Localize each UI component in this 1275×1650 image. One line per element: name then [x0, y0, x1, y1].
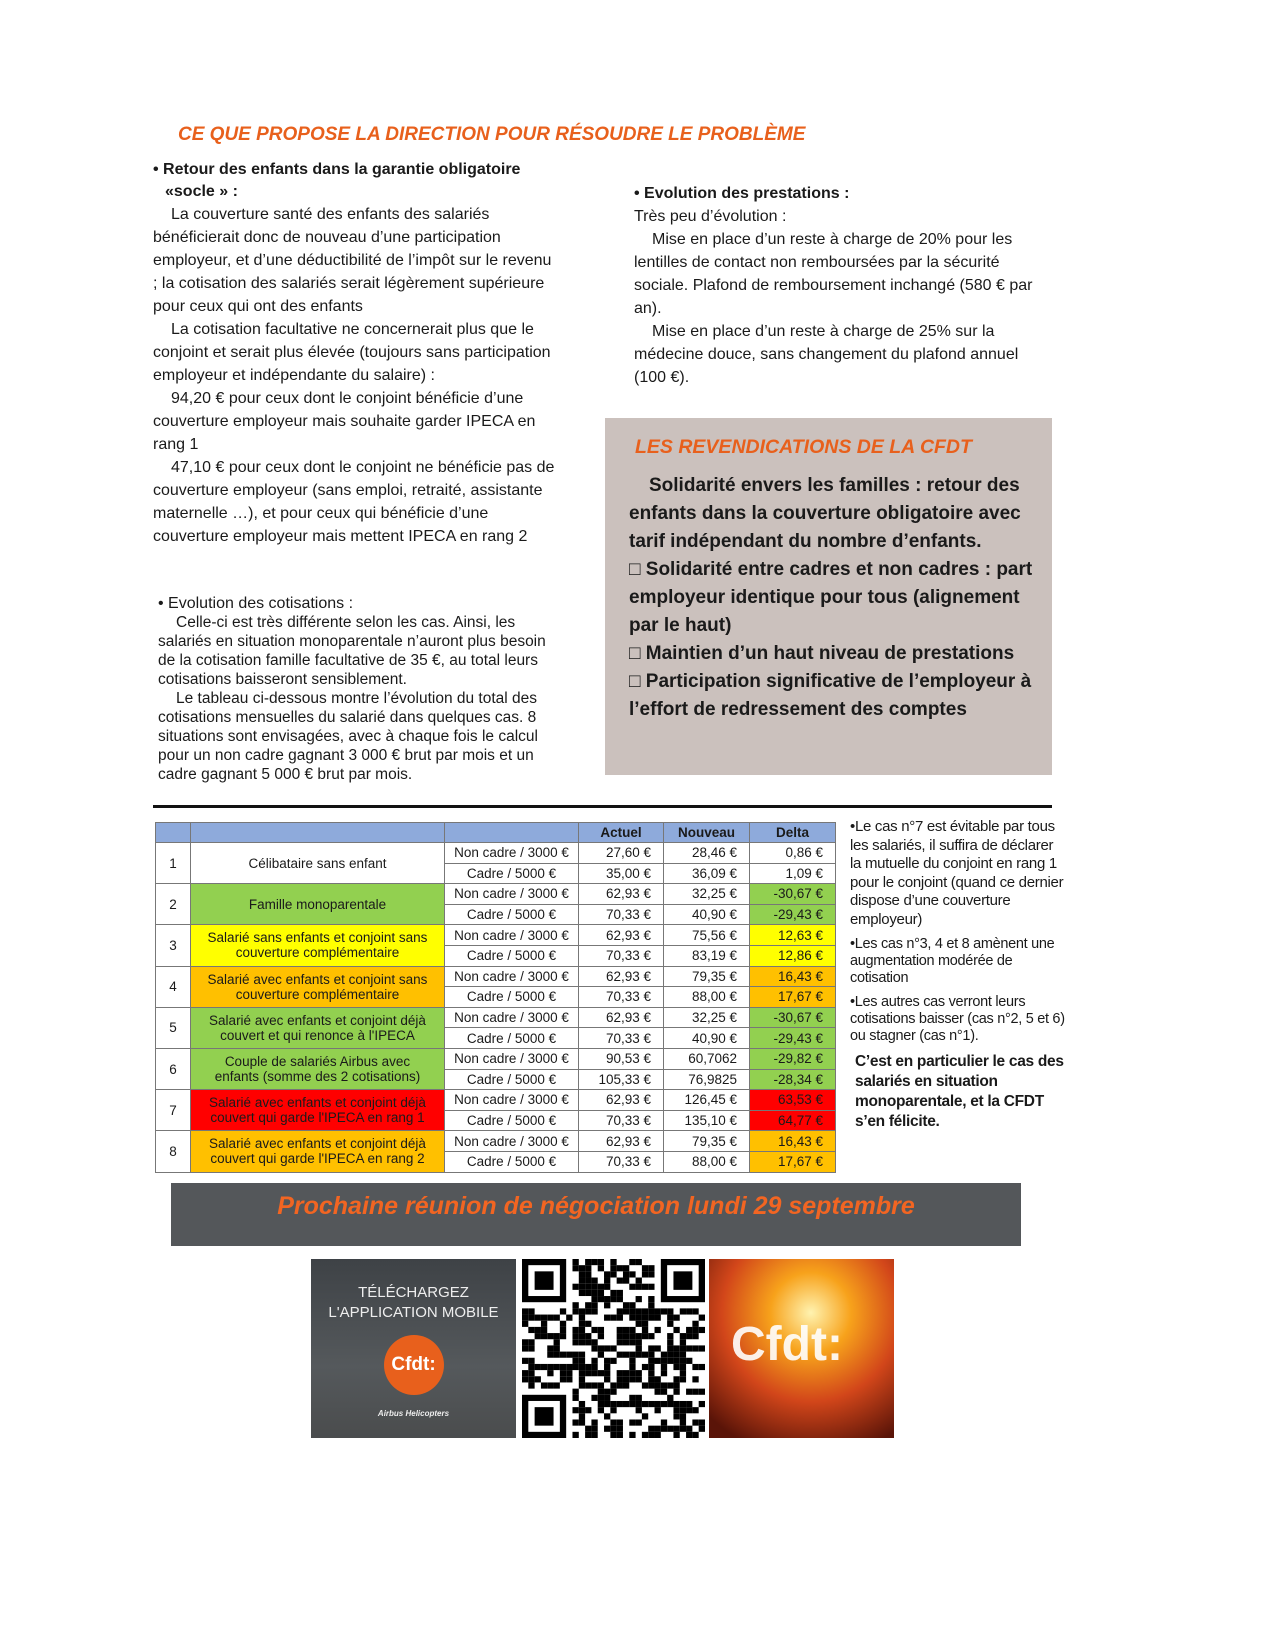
cell-delta: 12,63 €: [750, 925, 836, 946]
case-number: 3: [156, 925, 191, 966]
app-download-promo[interactable]: [311, 1259, 516, 1438]
cell-delta: 0,86 €: [750, 843, 836, 864]
case-label: [191, 1048, 445, 1089]
table-row: [156, 1007, 836, 1028]
heading-cotisations: • Evolution des cotisations :: [158, 595, 354, 612]
cell-category: Cadre / 5000 €: [445, 1151, 579, 1172]
note: •Les cas n°3, 4 et 8 amènent une augmentation modérée de cotisation: [850, 936, 1055, 986]
divider: [153, 805, 1052, 808]
case-label: [191, 884, 445, 925]
case-number: 6: [156, 1048, 191, 1089]
cell-actuel: 70,33 €: [579, 1028, 664, 1049]
paragraph: Le tableau ci-dessous montre l’évolution du total des cotisations mensuelles du salarié dans quelques cas. 8 situations sont envisagées, avec à chaque fois le calcul pour un non cadre gagnant 3 000 € brut par mois et un cadre gagnant 5 000 € brut par mois.: [158, 690, 538, 783]
cell-category: Non cadre / 3000 €: [445, 925, 579, 946]
cell-actuel: 90,53 €: [579, 1048, 664, 1069]
section-title: CE QUE PROPOSE LA DIRECTION POUR RÉSOUDRE LE PROBLÈME: [178, 124, 806, 145]
cell-actuel: 62,93 €: [579, 1090, 664, 1111]
case-label: [191, 1007, 445, 1048]
case-label: [191, 966, 445, 1007]
cell-category: Non cadre / 3000 €: [445, 843, 579, 864]
cell-nouveau: 83,19 €: [664, 945, 750, 966]
cell-delta: -28,34 €: [750, 1069, 836, 1090]
table-row: [156, 1048, 836, 1069]
paragraph: Mise en place d’un reste à charge de 20% pour les lentilles de contact non remboursées par la sécurité sociale. Plafond de remboursement inchangé (580 € par an).: [634, 231, 1033, 317]
cell-delta: -30,67 €: [750, 884, 836, 905]
table-row: [156, 925, 836, 946]
cell-delta: 16,43 €: [750, 966, 836, 987]
cell-nouveau: 60,7062: [664, 1048, 750, 1069]
promo-sub: Airbus Helicopters: [377, 1409, 450, 1418]
cell-nouveau: 88,00 €: [664, 987, 750, 1008]
case-label-line: couverture complémentaire: [235, 986, 400, 1002]
cell-category: Cadre / 5000 €: [445, 1110, 579, 1131]
cell-category: Cadre / 5000 €: [445, 1028, 579, 1049]
case-label-line: Salarié avec enfants et conjoint déjà: [209, 1136, 426, 1152]
paragraph: Mise en place d’un reste à charge de 25% sur la médecine douce, sans changement du plafond annuel (100 €).: [634, 323, 1019, 386]
cell-nouveau: 32,25 €: [664, 884, 750, 905]
case-number: 1: [156, 843, 191, 884]
case-number: 8: [156, 1131, 191, 1172]
col-header: [445, 823, 579, 843]
cotisations-table: [155, 822, 836, 1173]
cell-category: Non cadre / 3000 €: [445, 1007, 579, 1028]
checkbox-glyph-icon: □: [629, 671, 641, 692]
heading-prestations: • Evolution des prestations :: [634, 185, 850, 202]
case-label-line: Salarié avec enfants et conjoint déjà: [209, 1095, 426, 1111]
cell-delta: 12,86 €: [750, 945, 836, 966]
demand-item: Maintien d’un haut niveau de prestations: [645, 643, 1015, 664]
cell-actuel: 27,60 €: [579, 843, 664, 864]
cell-actuel: 62,93 €: [579, 884, 664, 905]
case-number: 4: [156, 966, 191, 1007]
col-header: [156, 823, 191, 843]
promo-line: L'APPLICATION MOBILE: [328, 1304, 499, 1321]
next-meeting-banner: Prochaine réunion de négociation lundi 29 septembre: [171, 1183, 1021, 1246]
cell-category: Non cadre / 3000 €: [445, 884, 579, 905]
case-label-line: Famille monoparentale: [248, 896, 387, 912]
left-column-lower: [158, 594, 553, 784]
cell-actuel: 70,33 €: [579, 1151, 664, 1172]
right-column: [634, 182, 1039, 389]
cell-delta: -30,67 €: [750, 1007, 836, 1028]
paragraph: Très peu d’évolution :: [634, 208, 787, 225]
cell-nouveau: 135,10 €: [664, 1110, 750, 1131]
case-label-line: Couple de salariés Airbus avec: [224, 1054, 411, 1070]
case-label-line: Célibataire sans enfant: [248, 855, 387, 871]
case-label-line: Salarié avec enfants et conjoint déjà: [209, 1012, 426, 1028]
note: •Les autres cas verront leurs cotisations baisser (cas n°2, 5 et 6) ou stagner (cas n°1).: [850, 994, 1065, 1044]
left-column: [153, 159, 558, 548]
cell-nouveau: 75,56 €: [664, 925, 750, 946]
cell-delta: 64,77 €: [750, 1110, 836, 1131]
heading-children: • Retour des enfants dans la garantie obligatoire «socle » :: [153, 161, 521, 200]
case-label: [191, 1131, 445, 1172]
col-header: [191, 823, 445, 843]
note: •Le cas n°7 est évitable par tous les salariés, il suffira de déclarer la mutuelle du conjoint en rang 1 pour le conjoint (quand ce dernier dispose d’une couverture employeur): [850, 818, 1064, 928]
cell-category: Cadre / 5000 €: [445, 904, 579, 925]
poster-logo: Cfdt:: [731, 1318, 843, 1371]
case-label-line: couvert qui garde l'IPECA en rang 2: [210, 1151, 425, 1167]
cell-actuel: 62,93 €: [579, 966, 664, 987]
cell-delta: 1,09 €: [750, 863, 836, 884]
case-label: [191, 1090, 445, 1131]
demand-item: Solidarité envers les familles : retour des enfants dans la couverture obligatoire avec tarif indépendant du nombre d’enfants.: [629, 475, 1021, 552]
cell-actuel: 62,93 €: [579, 925, 664, 946]
cell-delta: 17,67 €: [750, 1151, 836, 1172]
demand-item: Participation significative de l’employeur à l’effort de redressement des comptes: [629, 671, 1032, 720]
col-header-actuel: Actuel: [579, 823, 664, 843]
paragraph: 94,20 € pour ceux dont le conjoint bénéficie d’une couverture employeur mais souhaite garder IPECA en rang 1: [153, 390, 536, 453]
cfdt-demands-box: [605, 418, 1052, 775]
cell-nouveau: 88,00 €: [664, 1151, 750, 1172]
cell-actuel: 70,33 €: [579, 987, 664, 1008]
cell-category: Non cadre / 3000 €: [445, 1048, 579, 1069]
case-number: 5: [156, 1007, 191, 1048]
col-header-nouveau: Nouveau: [664, 823, 750, 843]
paragraph: La couverture santé des enfants des salariés bénéficierait donc de nouveau d’une participation employeur, et d’une déductibilité de l’impôt sur le revenu ; la cotisation des salariés serait légèrement supérieure pour ceux qui ont des enfants: [153, 206, 552, 315]
cell-actuel: 35,00 €: [579, 863, 664, 884]
case-label: [191, 843, 445, 884]
case-label-line: couvert qui garde l'IPECA en rang 1: [210, 1110, 425, 1126]
cell-nouveau: 40,90 €: [664, 904, 750, 925]
cell-delta: 17,67 €: [750, 987, 836, 1008]
cell-actuel: 70,33 €: [579, 1110, 664, 1131]
cell-delta: -29,43 €: [750, 904, 836, 925]
cell-category: Cadre / 5000 €: [445, 945, 579, 966]
cell-nouveau: 40,90 €: [664, 1028, 750, 1049]
cell-actuel: 105,33 €: [579, 1069, 664, 1090]
table-row: [156, 843, 836, 864]
cell-category: Cadre / 5000 €: [445, 987, 579, 1008]
cell-category: Cadre / 5000 €: [445, 863, 579, 884]
cell-actuel: 62,93 €: [579, 1131, 664, 1152]
paragraph: La cotisation facultative ne concernerait plus que le conjoint et serait plus élevée (toujours sans participation employeur et indépendante du salaire) :: [153, 321, 551, 384]
case-label-line: enfants (somme des 2 cotisations): [214, 1069, 421, 1085]
note-highlight: C’est en particulier le cas des salariés en situation monoparentale, et la CFDT s’en félicite.: [855, 1053, 1064, 1130]
checkbox-glyph-icon: □: [629, 559, 641, 580]
cell-category: Non cadre / 3000 €: [445, 1090, 579, 1111]
table-notes: [850, 818, 1065, 1139]
checkbox-glyph-icon: □: [629, 643, 641, 664]
cfdt-logo: Cfdt:: [384, 1335, 444, 1395]
cell-nouveau: 79,35 €: [664, 1131, 750, 1152]
cell-actuel: 70,33 €: [579, 904, 664, 925]
cell-category: Non cadre / 3000 €: [445, 1131, 579, 1152]
cell-actuel: 62,93 €: [579, 1007, 664, 1028]
cell-delta: -29,82 €: [750, 1048, 836, 1069]
box-title: LES REVENDICATIONS DE LA CFDT: [635, 436, 972, 458]
cell-nouveau: 36,09 €: [664, 863, 750, 884]
case-label-line: Salarié sans enfants et conjoint sans: [207, 930, 428, 946]
table-row: [156, 966, 836, 987]
promo-line: TÉLÉCHARGEZ: [358, 1284, 469, 1301]
cell-actuel: 70,33 €: [579, 945, 664, 966]
cell-category: Cadre / 5000 €: [445, 1069, 579, 1090]
cell-delta: 16,43 €: [750, 1131, 836, 1152]
table-row: [156, 884, 836, 905]
case-number: 2: [156, 884, 191, 925]
table-row: [156, 1090, 836, 1111]
case-number: 7: [156, 1090, 191, 1131]
table-row: [156, 1131, 836, 1152]
cfdt-poster-image: [709, 1259, 894, 1438]
paragraph: 47,10 € pour ceux dont le conjoint ne bénéficie pas de couverture employeur (sans emploi, retraité, assistante maternelle …), et pour ceux qui bénéficie d’une couverture employeur mais mettent IPECA en rang 2: [153, 459, 555, 545]
demand-item: Solidarité entre cadres et non cadres : part employeur identique pour tous (alignement par le haut): [629, 559, 1033, 636]
qr-code[interactable]: [522, 1259, 705, 1438]
cell-category: Non cadre / 3000 €: [445, 966, 579, 987]
case-label-line: Salarié avec enfants et conjoint sans: [207, 971, 428, 987]
col-header-delta: Delta: [750, 823, 836, 843]
cell-nouveau: 126,45 €: [664, 1090, 750, 1111]
cell-nouveau: 28,46 €: [664, 843, 750, 864]
cell-delta: -29,43 €: [750, 1028, 836, 1049]
cell-nouveau: 76,9825: [664, 1069, 750, 1090]
case-label-line: couverture complémentaire: [235, 945, 400, 961]
paragraph: Celle-ci est très différente selon les cas. Ainsi, les salariés en situation monoparentale n’auront plus besoin de la cotisation famille facultative de 35 €, au total leurs cotisations baisseront sensiblement.: [158, 614, 546, 688]
cell-delta: 63,53 €: [750, 1090, 836, 1111]
case-label: [191, 925, 445, 966]
cell-nouveau: 32,25 €: [664, 1007, 750, 1028]
case-label-line: couvert et qui renonce à l'IPECA: [220, 1027, 415, 1043]
cell-nouveau: 79,35 €: [664, 966, 750, 987]
